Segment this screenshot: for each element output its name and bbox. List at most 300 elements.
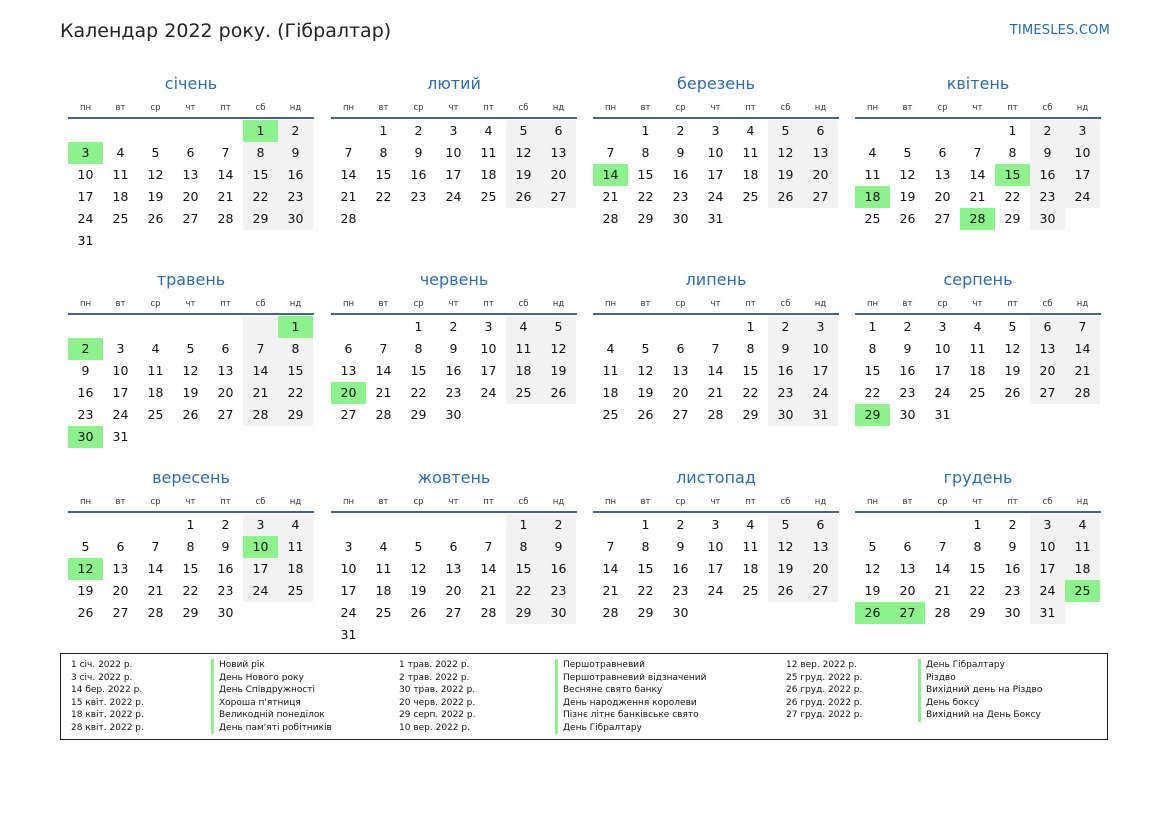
empty-cell — [103, 514, 138, 536]
holiday-name: День Гібралтару — [555, 722, 706, 735]
day-cell: 20 — [803, 558, 838, 580]
day-cell: 9 — [676, 145, 685, 160]
day-cell: 16 — [768, 360, 803, 382]
weekday-label: пн — [79, 103, 92, 113]
day-grid — [68, 120, 314, 252]
day-cell: 29 — [637, 211, 654, 226]
day-cell: 10 — [1030, 536, 1065, 558]
day-cell: 3 — [484, 319, 493, 334]
day-cell: 27 — [217, 407, 234, 422]
day-cell: 24 — [707, 189, 724, 204]
day-cell: 22 — [637, 583, 654, 598]
day-cell: 18 — [480, 167, 497, 182]
day-cell: 7 — [344, 145, 353, 160]
weekday-label: чт — [710, 103, 721, 113]
day-cell: 27 — [182, 211, 199, 226]
brand-link[interactable]: TIMESLES.COM — [1009, 23, 1110, 38]
weekday-label: пн — [342, 497, 355, 507]
legend-date-column — [399, 659, 475, 734]
day-cell: 29 — [969, 605, 986, 620]
day-cell: 16 — [672, 167, 689, 182]
holiday-name: Першотравневий — [555, 659, 706, 672]
holiday-name: Весняне свято банку — [555, 684, 706, 697]
day-cell: 11 — [278, 536, 313, 558]
holiday-day-cell: 18 — [855, 186, 890, 208]
day-cell: 11 — [375, 561, 392, 576]
day-cell: 2 — [541, 514, 576, 536]
weekday-label: нд — [289, 497, 302, 507]
weekday-label: нд — [552, 299, 565, 309]
month-name: червень — [419, 270, 489, 289]
day-cell: 20 — [217, 385, 234, 400]
holiday-name: Пізнє літнє банківське свято — [555, 709, 706, 722]
month-block — [68, 74, 314, 252]
weekday-label: вт — [902, 497, 913, 507]
day-cell: 9 — [81, 363, 90, 378]
day-cell: 29 — [742, 407, 759, 422]
weekday-label: ср — [413, 103, 424, 113]
weekday-label: пн — [79, 299, 92, 309]
month-name: грудень — [943, 468, 1013, 487]
holiday-day-cell: 15 — [995, 164, 1030, 186]
day-cell: 6 — [803, 120, 838, 142]
day-cell: 16 — [541, 558, 576, 580]
empty-cell — [366, 514, 401, 536]
day-cell: 17 — [480, 363, 497, 378]
weekday-label: пт — [745, 103, 756, 113]
day-cell: 26 — [768, 580, 803, 602]
empty-cell — [698, 316, 733, 338]
day-cell: 31 — [707, 211, 724, 226]
day-cell: 9 — [1030, 142, 1065, 164]
day-cell: 13 — [182, 167, 199, 182]
weekday-label: вт — [640, 497, 651, 507]
day-cell: 17 — [1065, 164, 1100, 186]
weekday-label: сб — [1042, 103, 1053, 113]
holiday-day-cell: 1 — [278, 316, 313, 338]
empty-cell — [925, 514, 960, 536]
day-cell: 18 — [278, 558, 313, 580]
day-cell: 1 — [414, 319, 423, 334]
day-cell: 17 — [803, 360, 838, 382]
day-cell: 15 — [637, 561, 654, 576]
day-cell: 30 — [1004, 605, 1021, 620]
holiday-name: Великодній понеділок — [211, 709, 332, 722]
holiday-day-cell: 27 — [890, 602, 925, 624]
day-cell: 15 — [637, 167, 654, 182]
day-cell: 28 — [340, 211, 357, 226]
weekday-label: сб — [780, 497, 791, 507]
day-cell: 9 — [278, 142, 313, 164]
day-cell: 20 — [1030, 360, 1065, 382]
header-divider — [855, 117, 1101, 119]
empty-cell — [663, 316, 698, 338]
day-cell: 12 — [147, 167, 164, 182]
day-cell: 22 — [410, 385, 427, 400]
header-divider — [855, 313, 1101, 315]
day-cell: 30 — [445, 407, 462, 422]
day-cell: 3 — [344, 539, 353, 554]
day-cell: 23 — [278, 186, 313, 208]
day-cell: 10 — [480, 341, 497, 356]
day-cell: 27 — [1030, 382, 1065, 404]
day-cell: 6 — [116, 539, 125, 554]
day-cell: 21 — [480, 583, 497, 598]
day-cell: 8 — [641, 539, 650, 554]
day-cell: 10 — [707, 539, 724, 554]
day-cell: 29 — [410, 407, 427, 422]
day-cell: 21 — [147, 583, 164, 598]
day-cell: 18 — [742, 167, 759, 182]
day-cell: 24 — [1065, 186, 1100, 208]
weekday-header — [855, 494, 1101, 510]
day-cell: 23 — [768, 382, 803, 404]
weekday-label: чт — [448, 299, 459, 309]
day-cell: 4 — [151, 341, 160, 356]
day-cell: 20 — [541, 164, 576, 186]
day-cell: 26 — [147, 211, 164, 226]
weekday-label: вт — [378, 103, 389, 113]
day-cell: 3 — [1030, 514, 1065, 536]
day-cell: 8 — [641, 145, 650, 160]
weekday-label: ср — [150, 103, 161, 113]
day-cell: 16 — [899, 363, 916, 378]
day-cell: 5 — [541, 316, 576, 338]
day-cell: 9 — [676, 539, 685, 554]
empty-cell — [855, 514, 890, 536]
empty-cell — [173, 120, 208, 142]
day-cell: 10 — [707, 145, 724, 160]
holiday-day-cell: 3 — [68, 142, 103, 164]
holiday-name: День пам'яті робітників — [211, 722, 332, 735]
holiday-day-cell: 20 — [331, 382, 366, 404]
day-cell: 9 — [414, 145, 423, 160]
day-cell: 11 — [147, 363, 164, 378]
day-cell: 23 — [1004, 583, 1021, 598]
header-divider — [331, 313, 577, 315]
weekday-label: ср — [937, 497, 948, 507]
day-cell: 6 — [803, 514, 838, 536]
weekday-label: пн — [604, 299, 617, 309]
weekday-label: вт — [640, 299, 651, 309]
weekday-header — [855, 296, 1101, 312]
holiday-day-cell: 14 — [593, 164, 628, 186]
weekday-header — [593, 100, 839, 116]
day-cell: 6 — [344, 341, 353, 356]
day-cell: 9 — [449, 341, 458, 356]
header-divider — [593, 511, 839, 513]
day-cell: 31 — [340, 627, 357, 642]
day-cell: 12 — [899, 167, 916, 182]
day-cell: 14 — [934, 561, 951, 576]
weekday-label: ср — [413, 299, 424, 309]
day-cell: 14 — [969, 167, 986, 182]
day-cell: 19 — [768, 558, 803, 580]
weekday-label: чт — [710, 299, 721, 309]
day-cell: 4 — [746, 123, 755, 138]
day-grid — [593, 514, 839, 624]
weekday-label: пт — [1007, 103, 1018, 113]
day-cell: 3 — [711, 123, 720, 138]
day-cell: 1 — [868, 319, 877, 334]
day-cell: 2 — [768, 316, 803, 338]
day-cell: 19 — [506, 164, 541, 186]
day-cell: 20 — [445, 583, 462, 598]
weekday-label: пн — [79, 497, 92, 507]
day-cell: 4 — [1065, 514, 1100, 536]
day-cell: 7 — [606, 539, 615, 554]
holiday-day-cell: 1 — [243, 120, 278, 142]
day-cell: 2 — [414, 123, 423, 138]
day-cell: 12 — [864, 561, 881, 576]
day-cell: 13 — [899, 561, 916, 576]
weekday-label: вт — [378, 299, 389, 309]
day-cell: 21 — [707, 385, 724, 400]
day-cell: 7 — [379, 341, 388, 356]
month-block — [331, 468, 577, 646]
empty-cell — [855, 120, 890, 142]
day-cell: 28 — [243, 404, 278, 426]
empty-cell — [68, 316, 103, 338]
day-cell: 5 — [868, 539, 877, 554]
day-cell: 29 — [278, 404, 313, 426]
weekday-label: пн — [342, 299, 355, 309]
day-cell: 28 — [217, 211, 234, 226]
day-cell: 4 — [278, 514, 313, 536]
day-cell: 2 — [1030, 120, 1065, 142]
day-cell: 7 — [973, 145, 982, 160]
day-cell: 18 — [1065, 558, 1100, 580]
day-cell: 22 — [637, 189, 654, 204]
month-block — [68, 270, 314, 448]
weekday-label: пн — [866, 497, 879, 507]
day-cell: 26 — [541, 382, 576, 404]
day-cell: 17 — [707, 561, 724, 576]
day-cell: 14 — [217, 167, 234, 182]
day-cell: 16 — [672, 561, 689, 576]
day-cell: 6 — [903, 539, 912, 554]
day-cell: 28 — [707, 407, 724, 422]
day-cell: 24 — [77, 211, 94, 226]
day-cell: 29 — [1004, 211, 1021, 226]
weekday-header — [855, 100, 1101, 116]
day-cell: 26 — [637, 407, 654, 422]
empty-cell — [890, 514, 925, 536]
weekday-label: ср — [150, 497, 161, 507]
day-cell: 17 — [445, 167, 462, 182]
day-cell: 26 — [768, 186, 803, 208]
holiday-name: День народження королеви — [555, 697, 706, 710]
weekday-label: ср — [675, 497, 686, 507]
day-cell: 9 — [1008, 539, 1017, 554]
weekday-label: ср — [675, 103, 686, 113]
holiday-name: День Співдружності — [211, 684, 332, 697]
day-cell: 27 — [340, 407, 357, 422]
day-cell: 9 — [768, 338, 803, 360]
day-cell: 7 — [711, 341, 720, 356]
day-cell: 2 — [1008, 517, 1017, 532]
day-cell: 12 — [768, 536, 803, 558]
weekday-label: вт — [115, 299, 126, 309]
header-divider — [331, 511, 577, 513]
day-grid — [331, 514, 577, 646]
holiday-date: 18 квіт. 2022 р. — [71, 710, 144, 720]
day-cell: 6 — [449, 539, 458, 554]
day-cell: 22 — [243, 186, 278, 208]
weekday-label: чт — [448, 103, 459, 113]
header-divider — [593, 117, 839, 119]
day-cell: 13 — [1030, 338, 1065, 360]
weekday-header — [593, 494, 839, 510]
day-grid — [855, 120, 1101, 230]
day-cell: 26 — [506, 186, 541, 208]
empty-cell — [331, 514, 366, 536]
day-cell: 31 — [77, 233, 94, 248]
weekday-label: нд — [289, 299, 302, 309]
day-cell: 26 — [77, 605, 94, 620]
day-cell: 5 — [414, 539, 423, 554]
day-cell: 22 — [864, 385, 881, 400]
weekday-header — [68, 100, 314, 116]
weekday-label: сб — [780, 103, 791, 113]
weekday-label: чт — [972, 103, 983, 113]
weekday-header — [68, 494, 314, 510]
day-cell: 17 — [340, 583, 357, 598]
day-cell: 23 — [77, 407, 94, 422]
day-cell: 11 — [602, 363, 619, 378]
legend-name-column — [555, 659, 706, 734]
day-cell: 14 — [602, 561, 619, 576]
legend-date-column — [786, 659, 862, 722]
day-cell: 5 — [151, 145, 160, 160]
holiday-date: 26 груд. 2022 р. — [786, 697, 863, 708]
day-cell: 5 — [506, 120, 541, 142]
day-cell: 24 — [707, 583, 724, 598]
day-cell: 8 — [414, 341, 423, 356]
day-cell: 22 — [278, 382, 313, 404]
day-cell: 23 — [410, 189, 427, 204]
weekday-label: ср — [937, 103, 948, 113]
holiday-day-cell: 10 — [243, 536, 278, 558]
header-divider — [593, 313, 839, 315]
day-cell: 21 — [969, 189, 986, 204]
weekday-label: нд — [1076, 299, 1089, 309]
month-name: серпень — [943, 270, 1013, 289]
empty-cell — [960, 120, 995, 142]
day-cell: 3 — [1065, 120, 1100, 142]
weekday-label: сб — [255, 103, 266, 113]
day-cell: 30 — [672, 605, 689, 620]
day-cell: 19 — [899, 189, 916, 204]
header-divider — [855, 511, 1101, 513]
empty-cell — [890, 120, 925, 142]
day-cell: 22 — [375, 189, 392, 204]
day-cell: 7 — [606, 145, 615, 160]
holiday-day-cell: 26 — [855, 602, 890, 624]
day-cell: 18 — [147, 385, 164, 400]
weekday-label: пт — [483, 103, 494, 113]
day-cell: 6 — [221, 341, 230, 356]
day-cell: 8 — [1008, 145, 1017, 160]
day-cell: 20 — [899, 583, 916, 598]
weekday-label: сб — [255, 299, 266, 309]
day-cell: 28 — [480, 605, 497, 620]
day-cell: 10 — [77, 167, 94, 182]
day-cell: 9 — [541, 536, 576, 558]
day-cell: 27 — [445, 605, 462, 620]
weekday-label: пт — [220, 497, 231, 507]
day-cell: 20 — [934, 189, 951, 204]
holiday-name: Вихідний день на Різдво — [918, 684, 1042, 697]
day-cell: 25 — [506, 382, 541, 404]
day-cell: 12 — [541, 338, 576, 360]
day-cell: 1 — [186, 517, 195, 532]
day-cell: 11 — [112, 167, 129, 182]
day-cell: 11 — [506, 338, 541, 360]
weekday-label: ср — [675, 299, 686, 309]
day-cell: 1 — [641, 517, 650, 532]
day-cell: 4 — [973, 319, 982, 334]
day-cell: 17 — [77, 189, 94, 204]
day-cell: 14 — [707, 363, 724, 378]
month-name: січень — [164, 74, 218, 93]
month-name: березень — [677, 74, 755, 93]
day-cell: 22 — [1004, 189, 1021, 204]
holiday-date: 15 квіт. 2022 р. — [71, 697, 144, 708]
day-cell: 15 — [969, 561, 986, 576]
day-cell: 24 — [1030, 580, 1065, 602]
day-cell: 23 — [445, 385, 462, 400]
day-cell: 14 — [340, 167, 357, 182]
day-cell: 5 — [186, 341, 195, 356]
weekday-label: сб — [255, 497, 266, 507]
weekday-label: пн — [866, 103, 879, 113]
day-cell: 24 — [112, 407, 129, 422]
holiday-date: 2 трав. 2022 р. — [399, 672, 470, 683]
weekday-label: пт — [1007, 299, 1018, 309]
day-cell: 7 — [243, 338, 278, 360]
empty-cell — [208, 120, 243, 142]
empty-cell — [103, 120, 138, 142]
day-cell: 12 — [182, 363, 199, 378]
weekday-header — [593, 296, 839, 312]
day-cell: 11 — [742, 539, 759, 554]
day-cell: 10 — [340, 561, 357, 576]
day-cell: 27 — [112, 605, 129, 620]
day-cell: 8 — [278, 338, 313, 360]
day-grid — [68, 514, 314, 624]
day-cell: 4 — [379, 539, 388, 554]
holiday-date: 14 бер. 2022 р. — [71, 685, 143, 695]
day-cell: 18 — [506, 360, 541, 382]
day-cell: 21 — [934, 583, 951, 598]
day-cell: 30 — [672, 211, 689, 226]
day-cell: 8 — [243, 142, 278, 164]
day-cell: 25 — [864, 211, 881, 226]
day-cell: 14 — [375, 363, 392, 378]
month-name: липень — [685, 270, 747, 289]
empty-cell — [471, 514, 506, 536]
weekday-label: чт — [185, 103, 196, 113]
day-cell: 30 — [278, 208, 313, 230]
day-cell: 24 — [480, 385, 497, 400]
holiday-date: 25 груд. 2022 р. — [786, 672, 863, 683]
holiday-date: 28 квіт. 2022 р. — [71, 722, 144, 733]
day-cell: 29 — [182, 605, 199, 620]
day-cell: 27 — [541, 186, 576, 208]
day-cell: 6 — [186, 145, 195, 160]
day-cell: 28 — [602, 605, 619, 620]
